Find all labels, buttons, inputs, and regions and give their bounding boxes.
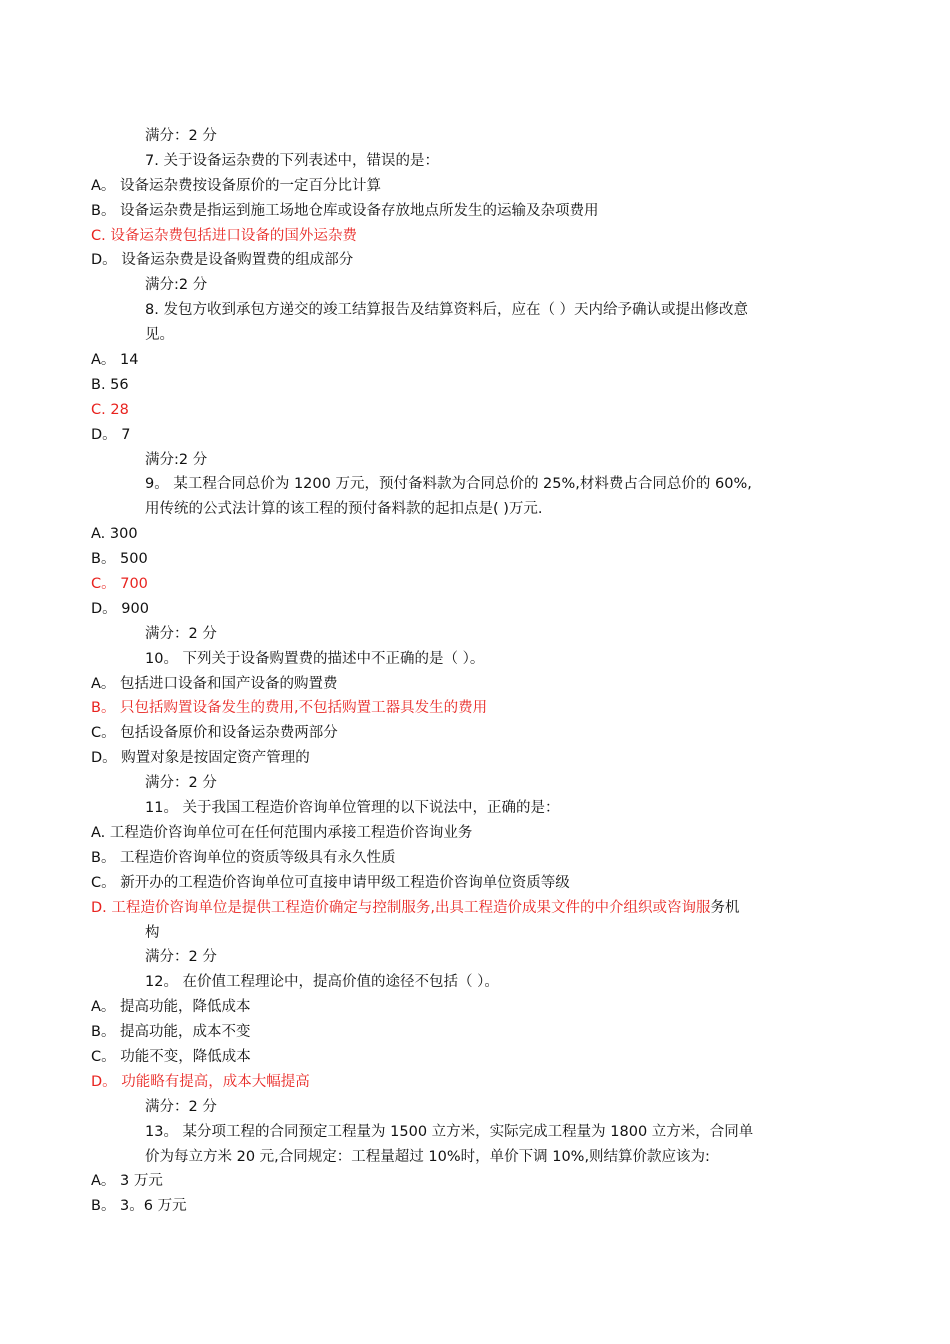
score-line xyxy=(0,448,950,473)
score-line xyxy=(0,1095,950,1120)
answer-option xyxy=(0,1194,950,1219)
answer-option xyxy=(0,995,950,1020)
question-text-text: 11。 关于我国工程造价咨询单位管理的以下说法中，正确的是： xyxy=(145,800,560,817)
question-text-text: 用传统的公式法计算的该工程的预付备料款的起扣点是( )万元. xyxy=(145,501,543,518)
correct-answer-option xyxy=(0,572,950,597)
correct-answer-option-text: C。 700 xyxy=(91,576,148,593)
answer-option xyxy=(0,348,950,373)
correct-answer-option-text: C. 28 xyxy=(91,401,129,418)
answer-option xyxy=(0,423,950,448)
answer-option xyxy=(0,721,950,746)
answer-option-text: B。 提高功能，成本不变 xyxy=(91,1024,251,1041)
answer-option xyxy=(0,672,950,697)
answer-option xyxy=(0,547,950,572)
score-line-text: 满分：2 分 xyxy=(145,949,217,966)
question-text-text: 7. 关于设备运杂费的下列表述中，错误的是： xyxy=(145,152,439,169)
answer-option-text: A。 包括进口设备和国产设备的购置费 xyxy=(91,675,338,692)
answer-option-text: A. 300 xyxy=(91,526,138,543)
score-line-text: 满分：2 分 xyxy=(145,625,217,642)
score-line xyxy=(0,124,950,149)
question-text xyxy=(0,647,950,672)
question-text xyxy=(0,970,950,995)
score-line xyxy=(0,622,950,647)
answer-option-text: D。 7 xyxy=(91,426,131,443)
question-text-text: 价为每立方米 20 元,合同规定：工程量超过 10%时，单价下调 10%,则结算价款应该为: xyxy=(145,1148,710,1165)
answer-option-text: A。 3 万元 xyxy=(91,1173,163,1190)
question-text xyxy=(0,1145,950,1170)
answer-option-text: D。 900 xyxy=(91,600,149,617)
answer-option-text: D。 设备运杂费是设备购置费的组成部分 xyxy=(91,252,354,269)
answer-option xyxy=(0,1169,950,1194)
question-text xyxy=(0,497,950,522)
answer-option xyxy=(0,373,950,398)
answer-option xyxy=(0,174,950,199)
answer-option-text: B。 设备运杂费是指运到施工场地仓库或设备存放地点所发生的运输及杂项费用 xyxy=(91,202,599,219)
question-text xyxy=(0,149,950,174)
correct-answer-option-text: D。 功能略有提高，成本大幅提高 xyxy=(91,1073,310,1090)
score-line-text: 满分：2 分 xyxy=(145,1098,217,1115)
question-text-text: 见。 xyxy=(145,327,174,344)
correct-answer-option xyxy=(0,1070,950,1095)
answer-option xyxy=(0,1020,950,1045)
score-line xyxy=(0,945,950,970)
answer-option-text: C。 功能不变，降低成本 xyxy=(91,1048,251,1065)
answer-option xyxy=(0,746,950,771)
question-text-text: 9。 某工程合同总价为 1200 万元，预付备料款为合同总价的 25%,材料费占合同总价的 60%, xyxy=(145,476,752,493)
answer-option-text: A。 提高功能，降低成本 xyxy=(91,999,251,1016)
score-line-text: 满分：2 分 xyxy=(145,128,217,144)
question-text xyxy=(0,472,950,497)
answer-option-text: B。 3。6 万元 xyxy=(91,1198,187,1215)
question-text xyxy=(0,921,950,946)
question-text xyxy=(0,796,950,821)
question-text-text: 12。 在价值工程理论中，提高价值的途径不包括（ ）。 xyxy=(145,974,499,991)
question-text-text: 构 xyxy=(145,924,160,941)
score-line-text: 满分:2 分 xyxy=(145,451,208,468)
score-line-text: 满分:2 分 xyxy=(145,277,208,294)
question-text xyxy=(0,323,950,348)
answer-option xyxy=(0,846,950,871)
question-text xyxy=(0,298,950,323)
correct-answer-option xyxy=(0,696,950,721)
question-text-text: 8. 发包方收到承包方递交的竣工结算报告及结算资料后，应在（ ）天内给予确认或提出修改意 xyxy=(145,302,749,319)
score-line xyxy=(0,771,950,796)
document-body xyxy=(0,124,950,1219)
answer-option xyxy=(0,522,950,547)
answer-option-text: C。 包括设备原价和设备运杂费两部分 xyxy=(91,725,338,742)
answer-option-text: A。 14 xyxy=(91,352,139,369)
question-text xyxy=(0,1120,950,1145)
option-text-continuation: 务机 xyxy=(710,899,740,916)
score-line-text: 满分：2 分 xyxy=(145,775,217,792)
answer-option-text: B. 56 xyxy=(91,376,129,393)
answer-option-text: B。 500 xyxy=(91,551,148,568)
answer-option xyxy=(0,1045,950,1070)
correct-answer-option-text: C. 设备运杂费包括进口设备的国外运杂费 xyxy=(91,227,357,244)
answer-option-text: A。 设备运杂费按设备原价的一定百分比计算 xyxy=(91,177,382,194)
correct-answer-option xyxy=(0,398,950,423)
answer-option xyxy=(0,597,950,622)
answer-option xyxy=(0,199,950,224)
answer-option-text: B。 工程造价咨询单位的资质等级具有永久性质 xyxy=(91,849,396,866)
correct-answer-option-text: D. 工程造价咨询单位是提供工程造价确定与控制服务,出具工程造价成果文件的中介组织或咨询服 xyxy=(91,899,711,916)
answer-option-text: C。 新开办的工程造价咨询单位可直接申请甲级工程造价咨询单位资质等级 xyxy=(91,874,570,891)
answer-option-text: D。 购置对象是按固定资产管理的 xyxy=(91,750,310,767)
answer-option xyxy=(0,821,950,846)
correct-answer-option-text: B。 只包括购置设备发生的费用,不包括购置工器具发生的费用 xyxy=(91,700,488,717)
score-line xyxy=(0,273,950,298)
answer-option xyxy=(0,248,950,273)
answer-option xyxy=(0,871,950,896)
correct-answer-option xyxy=(0,224,950,249)
answer-option-text: A. 工程造价咨询单位可在任何范围内承接工程造价咨询业务 xyxy=(91,824,473,841)
correct-answer-option xyxy=(0,896,950,921)
question-text-text: 13。 某分项工程的合同预定工程量为 1500 立方米，实际完成工程量为 1800 立方米，合同单 xyxy=(145,1123,754,1140)
question-text-text: 10。 下列关于设备购置费的描述中不正确的是（ ）。 xyxy=(145,650,485,667)
